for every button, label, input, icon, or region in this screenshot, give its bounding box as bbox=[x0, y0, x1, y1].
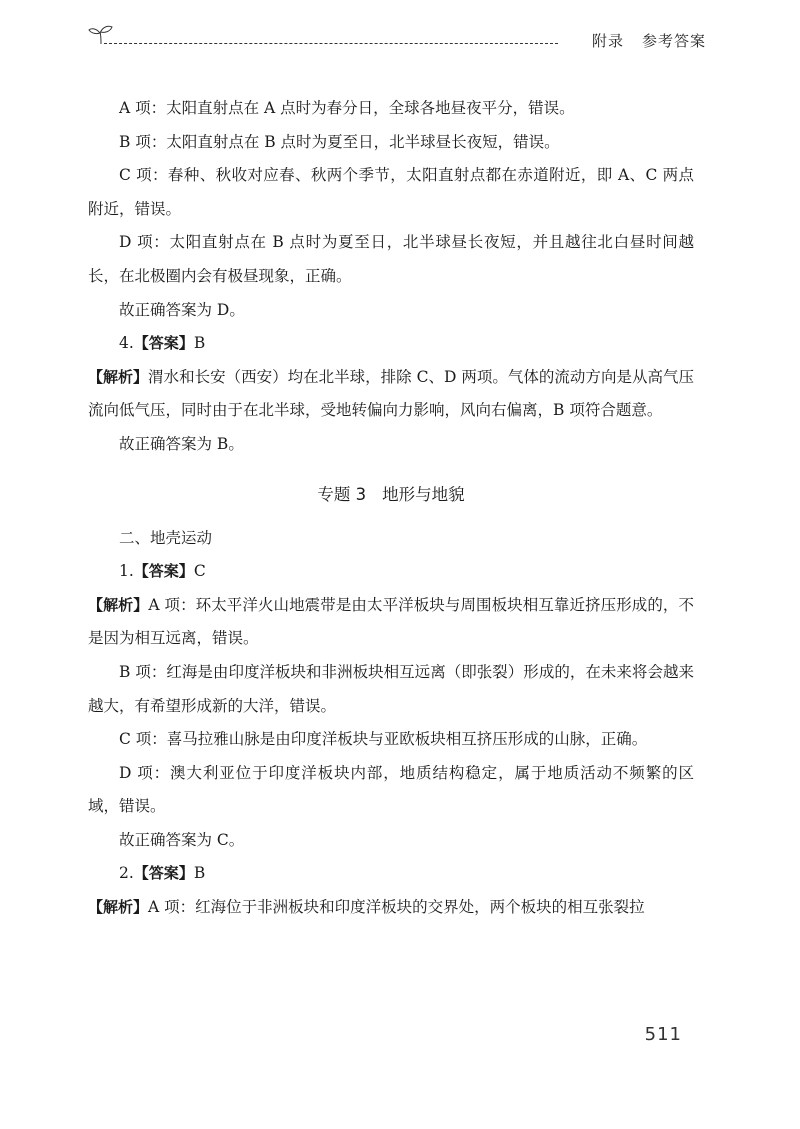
paragraph-option-a: A 项：太阳直射点在 A 点时为春分日，全球各地昼夜平分，错误。 bbox=[119, 99, 575, 117]
paragraph-option-d: D 项：太阳直射点在 B 点时为夏至日，北半球昼长夜短，并且越往北白昼时间越长，在北极圈内会有极昼现象，正确。 bbox=[88, 233, 694, 285]
answer-value: B bbox=[193, 864, 206, 883]
answer-label: 【答案】 bbox=[133, 334, 194, 353]
question-1-analysis bbox=[88, 589, 694, 656]
topic-number: 专题 3 bbox=[317, 484, 367, 504]
question-number: 2. bbox=[119, 864, 134, 883]
header-appendix: 附录 bbox=[591, 32, 624, 50]
question-1-conclusion: 故正确答案为 C。 bbox=[119, 830, 245, 849]
section-title: 二、地壳运动 bbox=[119, 528, 213, 547]
question-4-conclusion: 故正确答案为 B。 bbox=[119, 434, 244, 453]
question-1-option-c: C 项：喜马拉雅山脉是由印度洋板块与亚欧板块相互挤压形成的山脉，正确。 bbox=[119, 730, 648, 749]
question-number: 4. bbox=[119, 334, 134, 353]
page-header bbox=[88, 22, 706, 52]
analysis-label: 【解析】 bbox=[88, 898, 149, 917]
page-content bbox=[88, 92, 694, 925]
analysis-label: 【解析】 bbox=[88, 367, 149, 386]
question-1-option-b: B 项：红海是由印度洋板块和非洲板块相互远离（即张裂）形成的，在未来将会越来越大，有希望形成新的大洋，错误。 bbox=[88, 662, 694, 715]
answer-value: C bbox=[193, 562, 206, 581]
analysis-text: 渭水和长安（西安）均在北半球，排除 C、D 两项。气体的流动方向是从高气压流向低气压，同时由于在北半球，受地转偏向力影响，风向右偏离，B 项符合题意。 bbox=[88, 367, 694, 420]
question-2-analysis bbox=[88, 891, 694, 925]
answer-label: 【答案】 bbox=[133, 864, 194, 883]
page-number: 511 bbox=[644, 1024, 682, 1045]
topic-title: 地形与地貌 bbox=[382, 484, 465, 504]
header-answers: 参考答案 bbox=[641, 32, 706, 50]
question-4-answer bbox=[88, 327, 694, 361]
analysis-text: A 项：红海位于非洲板块和印度洋板块的交界处，两个板块的相互张裂拉 bbox=[148, 898, 645, 917]
question-number: 1. bbox=[119, 562, 134, 581]
answer-value: B bbox=[193, 334, 206, 353]
question-1-answer bbox=[88, 555, 694, 589]
header-rule bbox=[104, 43, 558, 44]
topic-heading bbox=[88, 477, 694, 513]
analysis-text: A 项：环太平洋火山地震带是由太平洋板块与周围板块相互靠近挤压形成的，不是因为相互远离，错误。 bbox=[88, 595, 694, 648]
paragraph-conclusion: 故正确答案为 D。 bbox=[119, 300, 245, 319]
question-4-analysis bbox=[88, 361, 694, 428]
question-1-option-d: D 项：澳大利亚位于印度洋板块内部，地质结构稳定，属于地质活动不频繁的区域，错误。 bbox=[88, 763, 694, 816]
analysis-label: 【解析】 bbox=[88, 595, 149, 614]
question-2-answer bbox=[88, 857, 694, 891]
header-title bbox=[592, 30, 706, 51]
paragraph-option-c: C 项：春种、秋收对应春、秋两个季节，太阳直射点都在赤道附近，即 A、C 两点附近，错误。 bbox=[88, 166, 694, 218]
paragraph-option-b: B 项：太阳直射点在 B 点时为夏至日，北半球昼长夜短，错误。 bbox=[119, 132, 560, 151]
answer-label: 【答案】 bbox=[133, 562, 194, 581]
